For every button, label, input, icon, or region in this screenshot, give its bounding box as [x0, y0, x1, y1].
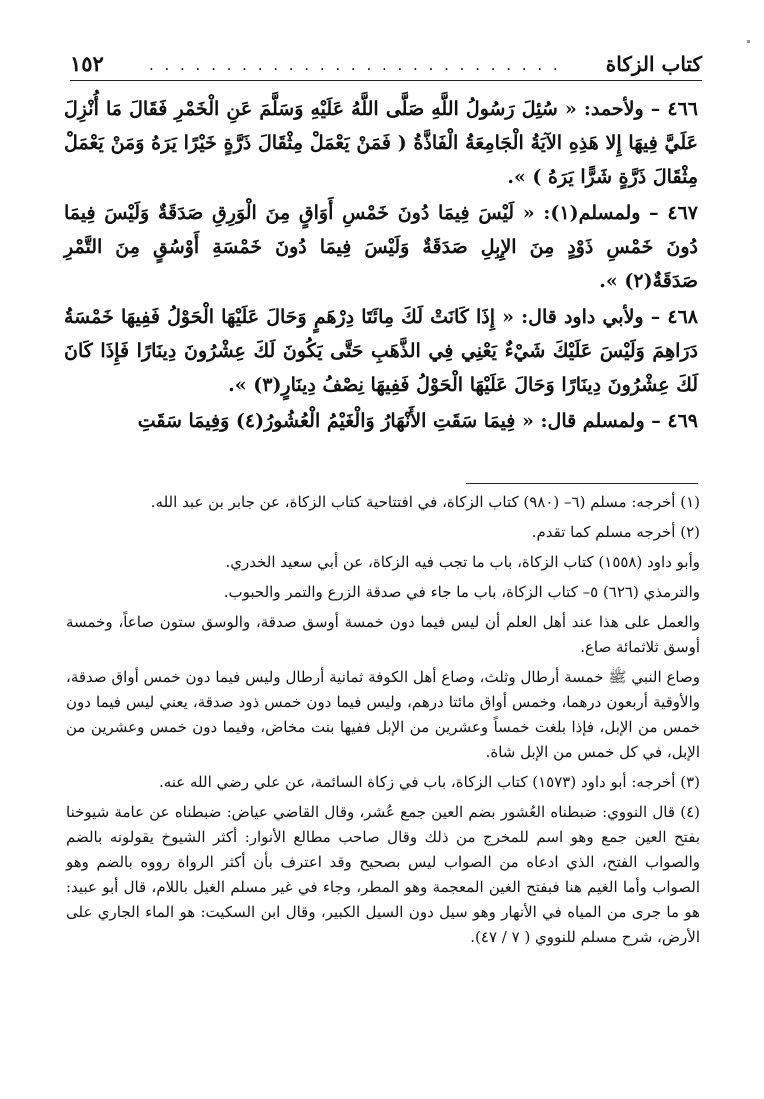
- footnote-2: (٢) أخرجه مسلم كما تقدم.: [531, 523, 700, 541]
- page-header: [70, 44, 702, 81]
- footnote-2-practice: والعمل على هذا عند أهل العلم أن ليس فيما دون خمسة أوسق صدقة، والوسق ستون صاعاً، وخمسة أوسق ثلاثمائة صاع.: [66, 613, 700, 656]
- footnotes: [66, 490, 700, 955]
- chapter-title: كتاب الزكاة: [605, 52, 702, 76]
- footnote-2-tirmidhi: والترمذي (٦٢٦) ٥– كتاب الزكاة، باب ما جاء في صدقة الزرع والتمر والحبوب.: [223, 583, 700, 601]
- footnote-3: (٣) أخرجه: أبو داود (١٥٧٣) كتاب الزكاة، باب في زكاة السائمة، عن علي رضي الله عنه.: [158, 773, 700, 791]
- footnote-1: (١) أخرجه: مسلم (٦– (٩٨٠) كتاب الزكاة، في افتتاحية كتاب الزكاة، عن جابر بن عبد الله.: [150, 493, 700, 511]
- hadith-468: ٤٦٨ – ولأبي داود قال: « إِذَا كَانَتْ لَكَ مِائَتَا دِرْهَمٍ وَحَالَ عَلَيْهَا الْحَوْلُ فَفِيهَا خَمْسَةُ دَرَاهِمَ وَلَيْسَ عَلَيْكَ شَيْءٌ يَعْنِي فِي الذَّهَبِ حَتَّى يَكُونَ لَكَ عِشْرُونَ دِينَارًا فَإِذَا كَانَ لَكَ عِشْرُونَ دِينَارًا وَحَالَ عَلَيْهَا الْحَوْلُ فَفِيهَا نِصْفُ دِينَارٍ(٣) ».: [64, 306, 698, 396]
- scan-mark: [747, 40, 750, 43]
- header-leader-dots: . . . . . . . . . . . . . . . . . . . . . . . . . . .: [148, 56, 561, 74]
- footnote-2-measures: وصاع النبي ﷺ خمسة أرطال وثلث، وصاع أهل الكوفة ثمانية أرطال وليس فيما دون خمس أواق صدقة، والأوقية أربعون درهما، وخمس أواق مائتا درهم، وليس فيما دون خمس ذود صدقة، يعني ليس فيما دون خمس من الإبل، فإذا بلغت خمساً وعشرين من الإبل ففيها بنت مخاض، وفيما دون خمس وعشرين من الإبل، في كل خمس من الإبل شاة.: [66, 668, 700, 761]
- footnote-4: (٤) قال النووي: ضبطناه العُشور بضم العين جمع عُشر، وقال القاضي عياض: ضبطناه عن عامة شيوخنا بفتح العين جمع وهو اسم للمخرج من ذلك وقال صاحب مطالع الأنوار: أكثر الشيوخ يقولونه بالضم والصواب الفتح، الذي ادعاه من الصواب ليس بصحيح وقد اعترف بأن أكثر الرواة رووه بالضم وهو الصواب وأما الغيم هنا فبفتح الغين المعجمة وهو المطر، وجاء في غير مسلم الغيل باللام، قال أبو عبيد: هو ما جرى من المياه في الأنهار وهو سيل دون السيل الكبير، وقال ابن السكيت: هو الماء الجاري على الأرض، شرح مسلم للنووي ( ٧ / ٤٧).: [66, 803, 700, 946]
- hadith-466: ٤٦٦ – ولأحمد: « سُئِلَ رَسُولُ اللَّهِ صَلَّى اللَّهُ عَلَيْهِ وَسَلَّمَ عَنِ الْخَمْرِ فَقَالَ مَا أُنْزِلَ عَلَيَّ فِيهَا إِلا هَذِهِ الآيَةُ الْجَامِعَةُ الْفَاذَّةُ ( فَمَنْ يَعْمَلْ مِثْقَالَ ذَرَّةٍ خَيْرًا يَرَهُ وَمَنْ يَعْمَلْ مِثْقَالَ ذَرَّةٍ شَرًّا يَرَهُ ) ».: [64, 98, 698, 188]
- page-number: ١٥٢: [70, 51, 104, 76]
- hadith-text: [64, 92, 698, 440]
- footnote-2-abu-dawud: وأبو داود (١٥٥٨) كتاب الزكاة، باب ما تجب فيه الزكاة، عن أبي سعيد الخدري.: [225, 553, 700, 571]
- hadith-467: ٤٦٧ – ولمسلم(١): « لَيْسَ فِيمَا دُونَ خَمْسِ أَوَاقٍ مِنَ الْوَرِقِ صَدَقَةٌ وَلَيْسَ فِيمَا دُونَ خَمْسِ ذَوْدٍ مِنَ الإِبِلِ صَدَقَةٌ وَلَيْسَ فِيمَا دُونَ خَمْسَةِ أَوْسُقٍ مِنَ التَّمْرِ صَدَقَةٌ(٢) ».: [64, 202, 698, 292]
- hadith-469: ٤٦٩ – ولمسلم قال: « فِيمَا سَقَتِ الأَنْهَارُ وَالْغَيْمُ الْعُشُورُ(٤) وَفِيمَا سَقَتِ: [137, 410, 698, 432]
- footnote-separator: [466, 483, 698, 484]
